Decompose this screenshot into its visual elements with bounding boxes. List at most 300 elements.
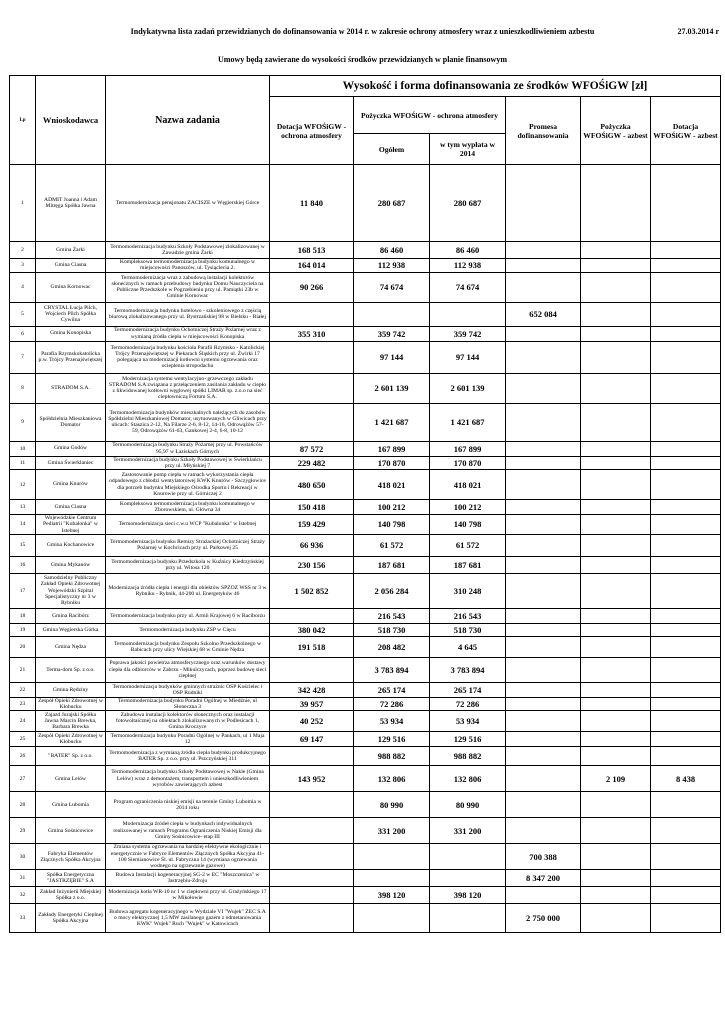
- row-dotacja-azbest: [651, 697, 721, 711]
- row-pozyczka-ogolem: 208 482: [354, 636, 430, 657]
- row-lp: 24: [10, 711, 36, 732]
- table-row: [10, 870, 721, 887]
- row-dotacja-azbest: [651, 792, 721, 818]
- header-promesa: Promesa dofinansowania: [506, 97, 581, 165]
- row-wyplata-2014: 97 144: [430, 341, 506, 373]
- row-applicant: Gmina Racibórz: [36, 608, 106, 623]
- table-row: [10, 697, 721, 711]
- row-applicant: Zespół Opieki Zdrowotnej w Kłobucku: [36, 697, 106, 711]
- row-wyplata-2014: 112 938: [430, 259, 506, 273]
- row-dotacja-atmosfera: [270, 792, 354, 818]
- row-dotacja-azbest: [651, 904, 721, 933]
- row-pozyczka-azbest: [581, 534, 651, 556]
- row-pozyczka-ogolem: 86 460: [354, 242, 430, 259]
- row-pozyczka-ogolem: 418 021: [354, 470, 430, 500]
- row-pozyczka-azbest: [581, 456, 651, 470]
- row-wyplata-2014: 3 783 894: [430, 657, 506, 682]
- table-row: [10, 657, 721, 682]
- row-dotacja-azbest: [651, 500, 721, 515]
- table-row: [10, 711, 721, 732]
- row-pozyczka-ogolem: 988 882: [354, 747, 430, 766]
- row-applicant: Terma-dom Sp. z o.o.: [36, 657, 106, 682]
- row-applicant: Gmina Godów: [36, 441, 106, 456]
- row-lp: 2: [10, 242, 36, 259]
- row-dotacja-atmosfera: 229 482: [270, 456, 354, 470]
- row-lp: 6: [10, 326, 36, 341]
- table-row: [10, 904, 721, 933]
- row-dotacja-azbest: [651, 441, 721, 456]
- row-dotacja-atmosfera: 66 936: [270, 534, 354, 556]
- row-wyplata-2014: 132 806: [430, 766, 506, 792]
- row-dotacja-atmosfera: [270, 870, 354, 887]
- row-dotacja-azbest: [651, 747, 721, 766]
- row-dotacja-azbest: [651, 556, 721, 573]
- row-lp: 11: [10, 456, 36, 470]
- row-promesa: [506, 792, 581, 818]
- row-pozyczka-ogolem: 398 120: [354, 887, 430, 904]
- row-pozyczka-azbest: [581, 341, 651, 373]
- row-applicant: Zespół Opieki Zdrowotnej w Kłobucku: [36, 732, 106, 747]
- row-dotacja-azbest: [651, 887, 721, 904]
- table-row: [10, 623, 721, 636]
- row-dotacja-azbest: [651, 870, 721, 887]
- row-dotacja-azbest: [651, 470, 721, 500]
- row-applicant: Gmina Ciasna: [36, 259, 106, 273]
- row-dotacja-azbest: [651, 573, 721, 608]
- row-applicant: Gmina Konopiska: [36, 326, 106, 341]
- header-lp: Lp: [10, 76, 36, 165]
- row-pozyczka-azbest: [581, 500, 651, 515]
- row-lp: 3: [10, 259, 36, 273]
- document-title: Indykatywna lista zadań przewidzianych do dofinansowania w 2014 r. w zakresie ochrony atmosfery wraz z unieszkodliwieniem azbestu: [130, 27, 595, 36]
- row-dotacja-azbest: [651, 242, 721, 259]
- row-wyplata-2014: 167 899: [430, 441, 506, 456]
- row-promesa: [506, 747, 581, 766]
- row-pozyczka-ogolem: 53 934: [354, 711, 430, 732]
- table-row: [10, 792, 721, 818]
- row-dotacja-azbest: [651, 844, 721, 870]
- row-dotacja-azbest: [651, 682, 721, 697]
- row-task: Termomodernizacja budynków gminnych strażnic OSP Kościelec i OSP Rudniki: [106, 682, 270, 697]
- row-pozyczka-azbest: 2 109: [581, 766, 651, 792]
- row-lp: 27: [10, 766, 36, 792]
- row-promesa: [506, 403, 581, 441]
- row-promesa: [506, 623, 581, 636]
- row-promesa: [506, 515, 581, 535]
- row-wyplata-2014: 518 730: [430, 623, 506, 636]
- row-wyplata-2014: 2 601 139: [430, 373, 506, 403]
- row-promesa: [506, 470, 581, 500]
- row-pozyczka-ogolem: 61 572: [354, 534, 430, 556]
- row-promesa: [506, 242, 581, 259]
- row-promesa: 700 388: [506, 844, 581, 870]
- row-dotacja-atmosfera: 191 518: [270, 636, 354, 657]
- row-applicant: Gmina Knurów: [36, 470, 106, 500]
- row-wyplata-2014: 100 212: [430, 500, 506, 515]
- table-row: [10, 456, 721, 470]
- row-applicant: Gmina Żarki: [36, 242, 106, 259]
- row-dotacja-atmosfera: [270, 904, 354, 933]
- row-wyplata-2014: 129 516: [430, 732, 506, 747]
- row-applicant: Fabryka Elementów Złącznych Spółka Akcyjna: [36, 844, 106, 870]
- row-applicant: Gmina Węgierska Górka: [36, 623, 106, 636]
- row-pozyczka-ogolem: 170 870: [354, 456, 430, 470]
- table-row: [10, 373, 721, 403]
- row-pozyczka-azbest: [581, 326, 651, 341]
- table-row: [10, 732, 721, 747]
- row-dotacja-atmosfera: [270, 373, 354, 403]
- row-dotacja-azbest: [651, 818, 721, 844]
- row-promesa: [506, 682, 581, 697]
- row-pozyczka-azbest: [581, 870, 651, 887]
- row-wyplata-2014: 331 200: [430, 818, 506, 844]
- row-promesa: [506, 697, 581, 711]
- row-lp: 1: [10, 165, 36, 242]
- row-promesa: [506, 500, 581, 515]
- row-wyplata-2014: [430, 904, 506, 933]
- row-applicant: Gmina Świerklaniec: [36, 456, 106, 470]
- row-pozyczka-ogolem: 216 543: [354, 608, 430, 623]
- row-promesa: 652 084: [506, 302, 581, 326]
- header-task: Nazwa zadania: [106, 76, 270, 165]
- row-task: Termomodernizacja budynku ZSP w Cięcu: [106, 623, 270, 636]
- row-task: Termomodernizacja sieci c.w.u WCP "Kubalonka" w Istebnej: [106, 515, 270, 535]
- row-pozyczka-azbest: [581, 904, 651, 933]
- row-applicant: Gmina Lelów: [36, 766, 106, 792]
- table-row: [10, 682, 721, 697]
- row-lp: 22: [10, 682, 36, 697]
- row-wyplata-2014: 398 120: [430, 887, 506, 904]
- row-dotacja-atmosfera: [270, 818, 354, 844]
- row-pozyczka-ogolem: 2 601 139: [354, 373, 430, 403]
- row-pozyczka-ogolem: 100 212: [354, 500, 430, 515]
- row-wyplata-2014: 140 798: [430, 515, 506, 535]
- row-promesa: [506, 636, 581, 657]
- row-dotacja-atmosfera: 168 513: [270, 242, 354, 259]
- row-pozyczka-ogolem: 140 798: [354, 515, 430, 535]
- row-promesa: [506, 165, 581, 242]
- table-row: [10, 844, 721, 870]
- row-dotacja-azbest: [651, 341, 721, 373]
- row-pozyczka-azbest: [581, 165, 651, 242]
- row-applicant: Gmina Nędza: [36, 636, 106, 657]
- row-dotacja-atmosfera: 230 156: [270, 556, 354, 573]
- row-lp: 33: [10, 904, 36, 933]
- table-row: [10, 608, 721, 623]
- header-wyplata-2014: w tym wypłata w 2014: [430, 134, 506, 165]
- table-row: [10, 515, 721, 535]
- row-lp: 14: [10, 515, 36, 535]
- row-pozyczka-ogolem: 80 990: [354, 792, 430, 818]
- document-date: 27.03.2014 r: [677, 27, 719, 36]
- row-lp: 7: [10, 341, 36, 373]
- row-wyplata-2014: 280 687: [430, 165, 506, 242]
- row-pozyczka-azbest: [581, 732, 651, 747]
- table-row: [10, 302, 721, 326]
- row-pozyczka-azbest: [581, 515, 651, 535]
- table-row: [10, 403, 721, 441]
- row-wyplata-2014: 418 021: [430, 470, 506, 500]
- row-lp: 17: [10, 573, 36, 608]
- row-wyplata-2014: [430, 870, 506, 887]
- row-dotacja-azbest: [651, 534, 721, 556]
- row-promesa: [506, 556, 581, 573]
- table-row: [10, 818, 721, 844]
- table-row: [10, 259, 721, 273]
- row-pozyczka-azbest: [581, 792, 651, 818]
- row-pozyczka-azbest: [581, 573, 651, 608]
- row-task: Termomodernizacja budynku Straży Pożarnej przy ul. Powstańców 95,97 w Łaziskach Górnych: [106, 441, 270, 456]
- row-wyplata-2014: 265 174: [430, 682, 506, 697]
- header-funding-group: Wysokość i forma dofinansowania ze środków WFOŚiGW [zł]: [270, 76, 721, 97]
- row-dotacja-atmosfera: 11 840: [270, 165, 354, 242]
- row-wyplata-2014: 187 681: [430, 556, 506, 573]
- row-task: Termomodernizacja budynku hotelowo - szkoleniowego z częścią biurową zlokalizowanego przy ul. Bystrzańskiej 98 w Bielsku - Białej: [106, 302, 270, 326]
- row-lp: 20: [10, 636, 36, 657]
- row-task: Termomodernizacja budynku Remizy Strażackiej Ochotniczej Straży Pożarnej w Kochcicach przy ul. Parkowej 25: [106, 534, 270, 556]
- row-task: Budowa Instalacji kogeneracyjnej SG-2 w EC "Moszczenica" w Jastrzębiu-Zdroju: [106, 870, 270, 887]
- row-pozyczka-azbest: [581, 403, 651, 441]
- row-lp: 21: [10, 657, 36, 682]
- row-dotacja-atmosfera: 159 429: [270, 515, 354, 535]
- row-dotacja-azbest: [651, 657, 721, 682]
- row-applicant: Gmina Rędziny: [36, 682, 106, 697]
- row-dotacja-atmosfera: [270, 887, 354, 904]
- header-applicant: Wnioskodawca: [36, 76, 106, 165]
- row-pozyczka-ogolem: 2 056 284: [354, 573, 430, 608]
- row-dotacja-atmosfera: 150 418: [270, 500, 354, 515]
- row-pozyczka-ogolem: 280 687: [354, 165, 430, 242]
- row-dotacja-atmosfera: 90 266: [270, 272, 354, 302]
- row-promesa: [506, 657, 581, 682]
- row-dotacja-azbest: [651, 272, 721, 302]
- row-lp: 5: [10, 302, 36, 326]
- row-promesa: [506, 887, 581, 904]
- row-lp: 28: [10, 792, 36, 818]
- row-wyplata-2014: 359 742: [430, 326, 506, 341]
- table-row: [10, 341, 721, 373]
- row-dotacja-atmosfera: 355 310: [270, 326, 354, 341]
- row-lp: 18: [10, 608, 36, 623]
- row-lp: 31: [10, 870, 36, 887]
- row-dotacja-atmosfera: 164 014: [270, 259, 354, 273]
- row-lp: 15: [10, 534, 36, 556]
- table-row: [10, 470, 721, 500]
- table-row: [10, 534, 721, 556]
- row-dotacja-azbest: [651, 515, 721, 535]
- table-row: [10, 636, 721, 657]
- row-task: Termomodernizacja budynku Poradni Ogólnej w Pankach, ul 1 Maja 12: [106, 732, 270, 747]
- row-pozyczka-ogolem: 187 681: [354, 556, 430, 573]
- row-applicant: ADMIT Joanna i Adam Mitręga Spółka Jawna: [36, 165, 106, 242]
- row-pozyczka-ogolem: [354, 302, 430, 326]
- row-pozyczka-ogolem: 74 674: [354, 272, 430, 302]
- row-wyplata-2014: 310 248: [430, 573, 506, 608]
- row-dotacja-atmosfera: 143 952: [270, 766, 354, 792]
- row-promesa: [506, 818, 581, 844]
- row-wyplata-2014: 86 460: [430, 242, 506, 259]
- row-pozyczka-azbest: [581, 682, 651, 697]
- row-task: Budowa agregatu kogeneracyjnego w Wydziale VI "Wujek" ZEC S.A o mocy elektrycznej 1,5 MW zasilanego gazem z odmetanowania KWK" Wujek" Ruch "Wujek" w Katowicach: [106, 904, 270, 933]
- row-pozyczka-ogolem: [354, 904, 430, 933]
- row-pozyczka-azbest: [581, 711, 651, 732]
- row-task: Modernizacja źródeł ciepła w budynkach indywidualnych realizowanej w ramach Programu Ograniczenia Niskiej Emisji dla Gminy Sośnicowice- etap III: [106, 818, 270, 844]
- row-pozyczka-azbest: [581, 608, 651, 623]
- row-task: Kompleksowa termomodernizacja budynku komunalnego w miejscowości Panoszów, ul. Tysiąclecia 2.: [106, 259, 270, 273]
- row-applicant: Gmina Mykanów: [36, 556, 106, 573]
- row-promesa: [506, 766, 581, 792]
- row-promesa: [506, 326, 581, 341]
- table-row: [10, 272, 721, 302]
- row-pozyczka-ogolem: 167 899: [354, 441, 430, 456]
- header-dotacja-atmosfera: Dotacja WFOŚiGW - ochrona atmosfery: [270, 97, 354, 165]
- row-applicant: "BATER" Sp. z o.o.: [36, 747, 106, 766]
- row-dotacja-atmosfera: [270, 657, 354, 682]
- row-wyplata-2014: [430, 844, 506, 870]
- row-applicant: Zakład Inżynierii Miejskiej Spółka z o.o.: [36, 887, 106, 904]
- row-pozyczka-ogolem: 3 783 894: [354, 657, 430, 682]
- row-pozyczka-azbest: [581, 844, 651, 870]
- row-lp: 26: [10, 747, 36, 766]
- row-dotacja-azbest: [651, 636, 721, 657]
- row-applicant: Zajazd Jurajski Spółka Jawna Marcin Brewka, Barbara Brewka: [36, 711, 106, 732]
- table-row: [10, 500, 721, 515]
- row-lp: 25: [10, 732, 36, 747]
- row-applicant: STRADOM S.A.: [36, 373, 106, 403]
- row-applicant: Wojewódzkie Centrum Pediatrii "Kubalonka" w Istebnej: [36, 515, 106, 535]
- row-dotacja-azbest: [651, 302, 721, 326]
- row-pozyczka-azbest: [581, 818, 651, 844]
- row-dotacja-atmosfera: 39 957: [270, 697, 354, 711]
- row-pozyczka-azbest: [581, 623, 651, 636]
- row-applicant: Parafia Rzymskokatolicka p.w. Trójcy Przenajświętszej: [36, 341, 106, 373]
- row-applicant: Samodzielny Publiczny Zakład Opieki Zdrowotnej Wojewódzki Szpital Specjalistyczny nr 3 w Rybniku: [36, 573, 106, 608]
- row-pozyczka-azbest: [581, 697, 651, 711]
- row-pozyczka-ogolem: [354, 844, 430, 870]
- row-promesa: 8 347 200: [506, 870, 581, 887]
- row-dotacja-atmosfera: 1 502 852: [270, 573, 354, 608]
- row-lp: 9: [10, 403, 36, 441]
- row-task: Zabudowa instalacji kolektorów słonecznych oraz instalacji fotowoltaicznej na obiektach zlokalizowanych w Podlesicach 1, Gmina Kroczyce: [106, 711, 270, 732]
- row-dotacja-atmosfera: [270, 403, 354, 441]
- row-pozyczka-azbest: [581, 373, 651, 403]
- row-task: Termomodernizacja budynku Szkoły Podstawowej w Nakle (Gmina Lelów) wraz z demontażem, transportem i unieszkodliwieniem wyrobów zawierających azbest: [106, 766, 270, 792]
- row-dotacja-atmosfera: [270, 608, 354, 623]
- row-task: Termomodernizacja budynku przy ul. Armii Krajowej 6 w Raciborzu: [106, 608, 270, 623]
- row-task: Zmiana systemu ogrzewania na bardziej efektywne ekologicznie i energetycznie w Fabryce Elementów Złącznych Spółka Akcyjna 41-100 Siemianowice Śl. ul. Fabryczna 14 (wymiana ogrzewania wodnego na ogrzewanie gazowe): [106, 844, 270, 870]
- row-pozyczka-ogolem: 72 286: [354, 697, 430, 711]
- row-task: Termomodernizacja budynku Szkoły Podstawowej zlokalizowanej w Zawadzie gmina Żarki: [106, 242, 270, 259]
- row-task: Poprawa jakości powietrza atmosferycznego oraz warunków dostawy ciepła dla odbiorców w Zabrzu - Mikulczycach, poprzez budowę sieci ciepłnej: [106, 657, 270, 682]
- row-dotacja-azbest: [651, 403, 721, 441]
- row-pozyczka-azbest: [581, 259, 651, 273]
- table-row: [10, 766, 721, 792]
- row-wyplata-2014: [430, 302, 506, 326]
- row-wyplata-2014: 4 645: [430, 636, 506, 657]
- row-lp: 8: [10, 373, 36, 403]
- document-subtitle: Umowy będą zawierane do wysokości środków przewidzianych w planie finansowym: [218, 55, 507, 64]
- row-dotacja-atmosfera: 342 428: [270, 682, 354, 697]
- row-task: Termomodernizacja z wymianą źródła ciepła budynku produkcyjnego BATER Sp. z o.o. przy ul. Pszczyńskiej 311: [106, 747, 270, 766]
- row-wyplata-2014: 61 572: [430, 534, 506, 556]
- row-dotacja-azbest: [651, 373, 721, 403]
- row-dotacja-azbest: 8 438: [651, 766, 721, 792]
- row-task: Program ograniczenia niskiej emisji na terenie Gminy Lubomia w 2014 roku: [106, 792, 270, 818]
- row-pozyczka-ogolem: 265 174: [354, 682, 430, 697]
- row-wyplata-2014: 216 543: [430, 608, 506, 623]
- row-promesa: 2 750 000: [506, 904, 581, 933]
- row-promesa: [506, 272, 581, 302]
- table-row: [10, 747, 721, 766]
- row-task: Modernizacja źródła ciepła i energii dla obiektów SPZOZ WSS nr 3 w Rybniku - Rybnik, 44-200 ul. Energetyków 46: [106, 573, 270, 608]
- row-pozyczka-ogolem: 518 730: [354, 623, 430, 636]
- row-dotacja-azbest: [651, 456, 721, 470]
- row-pozyczka-ogolem: 359 742: [354, 326, 430, 341]
- row-task: Zastosowanie pomp ciepła w ramach wykorzystania ciepła odpadowego z chłodzi wentylatorowej KWK Knurów - Szczygłowice dla potrzeb budynku Miejskiego Ośrodka Sportu i Rekreacji w Knurowie przy ul. Górniczej 2: [106, 470, 270, 500]
- row-applicant: Gmina Lubomia: [36, 792, 106, 818]
- row-task: Termomodernizacja budynku Przedszkola w Kuźnicy Kiedrzyńskiej przy ul. Witosa 120: [106, 556, 270, 573]
- row-pozyczka-ogolem: 132 806: [354, 766, 430, 792]
- row-pozyczka-ogolem: [354, 870, 430, 887]
- row-pozyczka-azbest: [581, 747, 651, 766]
- row-promesa: [506, 341, 581, 373]
- table-row: [10, 441, 721, 456]
- row-pozyczka-azbest: [581, 302, 651, 326]
- row-dotacja-atmosfera: [270, 302, 354, 326]
- row-dotacja-atmosfera: 87 572: [270, 441, 354, 456]
- row-dotacja-azbest: [651, 711, 721, 732]
- row-promesa: [506, 608, 581, 623]
- row-promesa: [506, 732, 581, 747]
- row-wyplata-2014: 170 870: [430, 456, 506, 470]
- row-task: Modernizacja kotła WR-10 nr 1 w ciepłowni przy ul. Grażyńskiego 17 w Mikołowie: [106, 887, 270, 904]
- row-lp: 12: [10, 470, 36, 500]
- row-applicant: CRYSTAL Łucja Pilch, Wojciech Pilch Spółka Cywilna: [36, 302, 106, 326]
- row-dotacja-azbest: [651, 165, 721, 242]
- row-wyplata-2014: 53 934: [430, 711, 506, 732]
- row-pozyczka-ogolem: 331 200: [354, 818, 430, 844]
- row-dotacja-azbest: [651, 732, 721, 747]
- row-promesa: [506, 441, 581, 456]
- row-promesa: [506, 534, 581, 556]
- row-applicant: Spółdzielnia Mieszkaniowa Domator: [36, 403, 106, 441]
- row-task: Termomodernizacja budynku Zespołu Szkolno Przedszkolnego w Babicach przy ulicy Wiejskiej 68 w Gminie Nędza: [106, 636, 270, 657]
- row-task: Termomodernizacja pensjonatu ZACISZE w Węgierskiej Górce: [106, 165, 270, 242]
- row-lp: 19: [10, 623, 36, 636]
- row-applicant: Zakłady Energetyki Cieplnej Spółka Akcyjna: [36, 904, 106, 933]
- row-lp: 29: [10, 818, 36, 844]
- row-pozyczka-azbest: [581, 556, 651, 573]
- row-promesa: [506, 456, 581, 470]
- row-lp: 23: [10, 697, 36, 711]
- row-dotacja-atmosfera: 69 147: [270, 732, 354, 747]
- row-lp: 13: [10, 500, 36, 515]
- row-task: Kompleksowa termomodernizacja budynku komunalnego w Zborowskiem, ul. Główna 34: [106, 500, 270, 515]
- row-wyplata-2014: 1 421 687: [430, 403, 506, 441]
- row-task: Termomodernizacja wraz z zabudową instalacji kolektorów słonecznych w ramach przebudowy budynku Domu Nauczyciela na Publiczne Przedszkole w Pogrzebieniu przy ul. Pamiątki 23b w Gminie Kornowac: [106, 272, 270, 302]
- row-pozyczka-ogolem: 112 938: [354, 259, 430, 273]
- row-lp: 32: [10, 887, 36, 904]
- row-pozyczka-azbest: [581, 272, 651, 302]
- row-dotacja-azbest: [651, 259, 721, 273]
- table-row: [10, 556, 721, 573]
- row-wyplata-2014: 988 882: [430, 747, 506, 766]
- row-pozyczka-azbest: [581, 242, 651, 259]
- row-dotacja-atmosfera: 480 650: [270, 470, 354, 500]
- row-dotacja-atmosfera: [270, 341, 354, 373]
- row-lp: 30: [10, 844, 36, 870]
- header-ogolem: Ogółem: [354, 134, 430, 165]
